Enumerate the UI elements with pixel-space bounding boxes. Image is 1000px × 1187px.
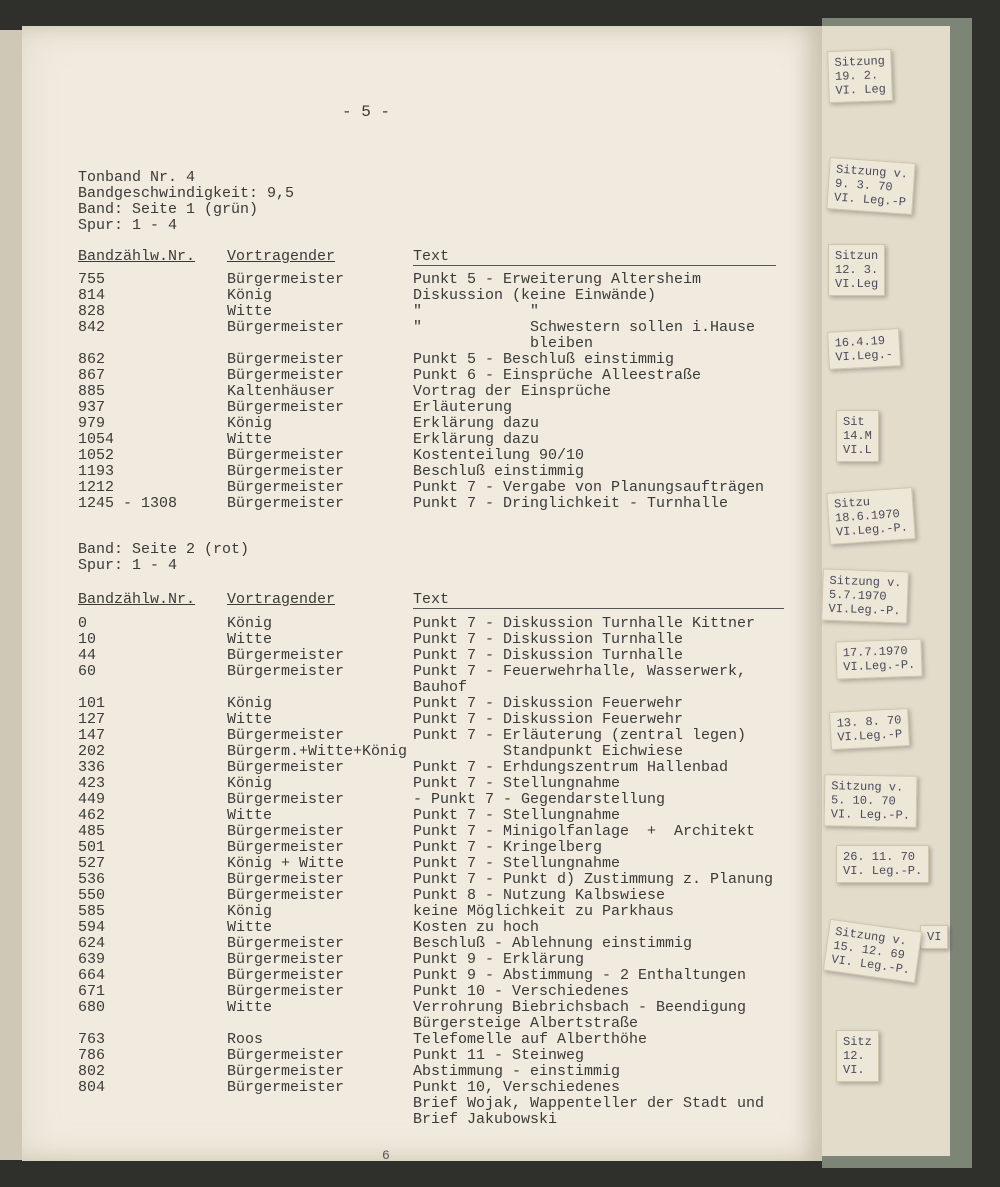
- table-row: [22, 1032, 802, 1048]
- row-nr: 594: [78, 919, 106, 936]
- row-nr: 101: [78, 695, 106, 712]
- row-speaker: König: [227, 903, 273, 920]
- row-nr: 828: [78, 303, 106, 320]
- row-speaker: Bürgermeister: [227, 823, 345, 840]
- row-text: Punkt 7 - Punkt d) Zustimmung z. Planung: [413, 871, 774, 888]
- row-text: - Punkt 7 - Gegendarstellung: [413, 791, 666, 808]
- session-tab[interactable]: 17.7.1970 VI.Leg.-P.: [835, 639, 922, 680]
- row-text: Brief Wojak, Wappenteller der Stadt und: [413, 1095, 765, 1112]
- row-text: Punkt 11 - Steinweg: [413, 1047, 585, 1064]
- row-speaker: Bürgermeister: [227, 647, 345, 664]
- table-row: [22, 728, 802, 744]
- row-nr: 127: [78, 711, 106, 728]
- table-row: [22, 1064, 802, 1080]
- row-nr: 755: [78, 271, 106, 288]
- row-text: Punkt 7 - Erläuterung (zentral legen): [413, 727, 747, 744]
- row-speaker: Bürgermeister: [227, 663, 345, 680]
- table-row: [22, 1000, 802, 1016]
- row-text: Punkt 7 - Dringlichkeit - Turnhalle: [413, 495, 729, 512]
- row-nr: 804: [78, 1079, 106, 1096]
- row-nr: 979: [78, 415, 106, 432]
- row-speaker: Bürgermeister: [227, 839, 345, 856]
- table-row: [22, 336, 802, 352]
- table-row: [22, 1016, 802, 1032]
- table-row: [22, 872, 802, 888]
- row-text: Punkt 7 - Feuerwehrhalle, Wasserwerk,: [413, 663, 747, 680]
- row-text: Erklärung dazu: [413, 415, 540, 432]
- row-speaker: Bürgermeister: [227, 1063, 345, 1080]
- row-nr: 867: [78, 367, 106, 384]
- row-text: Punkt 9 - Erklärung: [413, 951, 585, 968]
- row-text: Punkt 6 - Einsprüche Alleestraße: [413, 367, 702, 384]
- table-row: [22, 792, 802, 808]
- row-text: Brief Jakubowski: [413, 1111, 558, 1128]
- row-nr: 664: [78, 967, 106, 984]
- row-speaker: Bürgermeister: [227, 727, 345, 744]
- row-text: Verrohrung Biebrichsbach - Beendigung: [413, 999, 747, 1016]
- session-tab[interactable]: Sitzung 19. 2. VI. Leg: [827, 49, 893, 103]
- row-text: Punkt 7 - Stellungnahme: [413, 775, 621, 792]
- row-nr: 336: [78, 759, 106, 776]
- table-row: [22, 664, 802, 680]
- row-nr: 624: [78, 935, 106, 952]
- table-row: [22, 384, 802, 400]
- session-tab[interactable]: VI: [920, 925, 948, 949]
- table-row: [22, 480, 802, 496]
- row-nr: 462: [78, 807, 106, 824]
- row-text: Punkt 9 - Abstimmung - 2 Enthaltungen: [413, 967, 747, 984]
- info-line: Spur: 1 - 4: [78, 217, 178, 234]
- session-tab[interactable]: 26. 11. 70 VI. Leg.-P.: [836, 845, 929, 883]
- row-nr: 423: [78, 775, 106, 792]
- table-row: [22, 416, 802, 432]
- row-speaker: König: [227, 615, 273, 632]
- row-nr: 1052: [78, 447, 115, 464]
- page-number: - 5 -: [342, 103, 391, 121]
- row-speaker: Bürgermeister: [227, 935, 345, 952]
- row-nr: 862: [78, 351, 106, 368]
- row-nr: 937: [78, 399, 106, 416]
- table-row: [22, 1112, 802, 1128]
- session-tab[interactable]: 16.4.19 VI.Leg.-: [827, 328, 901, 370]
- row-text: Punkt 7 - Erhdungszentrum Hallenbad: [413, 759, 729, 776]
- row-nr: 1212: [78, 479, 115, 496]
- table-row: [22, 760, 802, 776]
- table-row: [22, 744, 802, 760]
- table-row: [22, 776, 802, 792]
- table-row: [22, 648, 802, 664]
- header-text: Text: [413, 591, 450, 608]
- row-speaker: Roos: [227, 1031, 264, 1048]
- table-row: [22, 824, 802, 840]
- row-text: Kosten zu hoch: [413, 919, 540, 936]
- row-speaker: Bürgermeister: [227, 1047, 345, 1064]
- row-nr: 60: [78, 663, 97, 680]
- row-speaker: Bürgermeister: [227, 983, 345, 1000]
- table-row: [22, 952, 802, 968]
- table-row: [22, 1048, 802, 1064]
- row-nr: 671: [78, 983, 106, 1000]
- header-speaker: Vortragender: [227, 248, 336, 265]
- row-text: Punkt 5 - Erweiterung Altersheim: [413, 271, 702, 288]
- session-tab[interactable]: 13. 8. 70 VI.Leg.-P: [829, 708, 910, 750]
- document-page: [22, 26, 822, 1161]
- session-tab[interactable]: Sitzu 18.6.1970 VI.Leg.-P.: [826, 487, 915, 545]
- row-speaker: Bürgermeister: [227, 951, 345, 968]
- table-row: [22, 888, 802, 904]
- session-tab[interactable]: Sitzun 12. 3. VI.Leg: [828, 244, 885, 296]
- session-tab[interactable]: Sitzung v. 5. 10. 70 VI. Leg.-P.: [824, 774, 918, 828]
- row-text: Diskussion (keine Einwände): [413, 287, 657, 304]
- table-row: [22, 680, 802, 696]
- row-text: Kostenteilung 90/10: [413, 447, 585, 464]
- table-row: [22, 968, 802, 984]
- row-text: Punkt 10, Verschiedenes: [413, 1079, 621, 1096]
- table-row: [22, 432, 802, 448]
- row-speaker: Kaltenhäuser: [227, 383, 336, 400]
- row-text: Bauhof: [413, 679, 468, 696]
- row-nr: 485: [78, 823, 106, 840]
- row-text: Punkt 7 - Stellungnahme: [413, 807, 621, 824]
- row-text: keine Möglichkeit zu Parkhaus: [413, 903, 675, 920]
- table-row: [22, 904, 802, 920]
- table-row: [22, 632, 802, 648]
- row-speaker: König: [227, 415, 273, 432]
- header-speaker: Vortragender: [227, 591, 336, 608]
- header-nr: Bandzählw.Nr.: [78, 248, 196, 265]
- info-line: Band: Seite 2 (rot): [78, 541, 250, 558]
- row-speaker: Witte: [227, 711, 273, 728]
- row-speaker: Bürgermeister: [227, 495, 345, 512]
- row-nr: 1193: [78, 463, 115, 480]
- table-row: [22, 808, 802, 824]
- header-text: Text: [413, 248, 450, 265]
- table-row: [22, 920, 802, 936]
- row-text: Punkt 7 - Diskussion Feuerwehr: [413, 695, 684, 712]
- table-row: [22, 696, 802, 712]
- row-text: Punkt 7 - Diskussion Turnhalle Kittner: [413, 615, 756, 632]
- row-speaker: Bürgermeister: [227, 479, 345, 496]
- row-text: Punkt 7 - Kringelberg: [413, 839, 603, 856]
- row-speaker: Bürgermeister: [227, 271, 345, 288]
- session-tab[interactable]: Sitzung v. 5.7.1970 VI.Leg.-P.: [821, 569, 909, 624]
- header-nr: Bandzählw.Nr.: [78, 591, 196, 608]
- row-nr: 786: [78, 1047, 106, 1064]
- row-nr: 585: [78, 903, 106, 920]
- row-nr: 680: [78, 999, 106, 1016]
- row-nr: 501: [78, 839, 106, 856]
- table-row: [22, 288, 802, 304]
- row-speaker: Witte: [227, 431, 273, 448]
- table-row: [22, 616, 802, 632]
- row-nr: 536: [78, 871, 106, 888]
- row-nr: 1054: [78, 431, 115, 448]
- row-speaker: Bürgerm.+Witte+König: [227, 743, 408, 760]
- row-text: Bürgersteige Albertstraße: [413, 1015, 639, 1032]
- info-line: Spur: 1 - 4: [78, 557, 178, 574]
- row-text: Punkt 10 - Verschiedenes: [413, 983, 630, 1000]
- row-speaker: Bürgermeister: [227, 351, 345, 368]
- next-page-number: 6: [382, 1148, 390, 1163]
- row-speaker: König: [227, 695, 273, 712]
- row-text: Punkt 5 - Beschluß einstimmig: [413, 351, 675, 368]
- info-line: Bandgeschwindigkeit: 9,5: [78, 185, 295, 202]
- table-row: [22, 856, 802, 872]
- session-tab[interactable]: Sitz 12. VI.: [836, 1030, 879, 1082]
- header-rule: [413, 265, 776, 266]
- row-text: Vortrag der Einsprüche: [413, 383, 612, 400]
- table-row: [22, 352, 802, 368]
- table-row: [22, 840, 802, 856]
- header-rule: [413, 608, 784, 609]
- table-row: [22, 496, 802, 512]
- row-speaker: Bürgermeister: [227, 887, 345, 904]
- row-text: Punkt 7 - Stellungnahme: [413, 855, 621, 872]
- session-tab[interactable]: Sitzung v. 9. 3. 70 VI. Leg.-P: [826, 157, 915, 215]
- row-speaker: Witte: [227, 631, 273, 648]
- row-speaker: Bürgermeister: [227, 447, 345, 464]
- row-nr: 802: [78, 1063, 106, 1080]
- table-row: [22, 464, 802, 480]
- row-speaker: König: [227, 287, 273, 304]
- table-row: [22, 448, 802, 464]
- table-row: [22, 320, 802, 336]
- row-speaker: Bürgermeister: [227, 791, 345, 808]
- row-nr: 550: [78, 887, 106, 904]
- row-text: " Schwestern sollen i.Hause: [413, 319, 756, 336]
- row-text: Telefomelle auf Alberthöhe: [413, 1031, 648, 1048]
- row-text: Punkt 7 - Diskussion Feuerwehr: [413, 711, 684, 728]
- row-speaker: Witte: [227, 807, 273, 824]
- row-text: Beschluß einstimmig: [413, 463, 585, 480]
- row-text: Abstimmung - einstimmig: [413, 1063, 621, 1080]
- row-text: Punkt 7 - Minigolfanlage + Architekt: [413, 823, 756, 840]
- row-nr: 1245 - 1308: [78, 495, 178, 512]
- row-nr: 10: [78, 631, 97, 648]
- row-speaker: Bürgermeister: [227, 367, 345, 384]
- row-nr: 842: [78, 319, 106, 336]
- row-text: Standpunkt Eichwiese: [413, 743, 684, 760]
- row-text: Punkt 7 - Vergabe von Planungsaufträgen: [413, 479, 765, 496]
- row-speaker: Bürgermeister: [227, 759, 345, 776]
- row-speaker: Witte: [227, 919, 273, 936]
- row-speaker: Bürgermeister: [227, 399, 345, 416]
- row-speaker: Witte: [227, 999, 273, 1016]
- row-nr: 0: [78, 615, 88, 632]
- row-nr: 527: [78, 855, 106, 872]
- row-text: Beschluß - Ablehnung einstimmig: [413, 935, 693, 952]
- row-text: " ": [413, 303, 540, 320]
- row-nr: 44: [78, 647, 97, 664]
- row-speaker: Witte: [227, 303, 273, 320]
- table-row: [22, 272, 802, 288]
- row-text: Erklärung dazu: [413, 431, 540, 448]
- table-row: [22, 368, 802, 384]
- row-nr: 449: [78, 791, 106, 808]
- row-speaker: Bürgermeister: [227, 463, 345, 480]
- row-text: Punkt 8 - Nutzung Kalbswiese: [413, 887, 666, 904]
- table-row: [22, 304, 802, 320]
- row-text: Erläuterung: [413, 399, 513, 416]
- row-speaker: Bürgermeister: [227, 967, 345, 984]
- row-nr: 202: [78, 743, 106, 760]
- table-row: [22, 936, 802, 952]
- row-text: Punkt 7 - Diskussion Turnhalle: [413, 631, 684, 648]
- session-tab[interactable]: Sit 14.M VI.L: [836, 410, 879, 462]
- table-row: [22, 1080, 802, 1096]
- info-line: Tonband Nr. 4: [78, 169, 196, 186]
- row-speaker: Bürgermeister: [227, 1079, 345, 1096]
- table-row: [22, 712, 802, 728]
- table-row: [22, 400, 802, 416]
- row-nr: 885: [78, 383, 106, 400]
- row-speaker: Bürgermeister: [227, 319, 345, 336]
- left-page-edge: [0, 30, 22, 1160]
- table-row: [22, 984, 802, 1000]
- info-line: Band: Seite 1 (grün): [78, 201, 259, 218]
- row-speaker: König + Witte: [227, 855, 345, 872]
- row-nr: 147: [78, 727, 106, 744]
- row-text: bleiben: [413, 335, 594, 352]
- row-nr: 814: [78, 287, 106, 304]
- row-speaker: Bürgermeister: [227, 871, 345, 888]
- row-nr: 639: [78, 951, 106, 968]
- session-tab[interactable]: Sitzung v. 15. 12. 69 VI. Leg.-P.: [823, 919, 923, 983]
- row-speaker: König: [227, 775, 273, 792]
- table-row: [22, 1096, 802, 1112]
- row-text: Punkt 7 - Diskussion Turnhalle: [413, 647, 684, 664]
- row-nr: 763: [78, 1031, 106, 1048]
